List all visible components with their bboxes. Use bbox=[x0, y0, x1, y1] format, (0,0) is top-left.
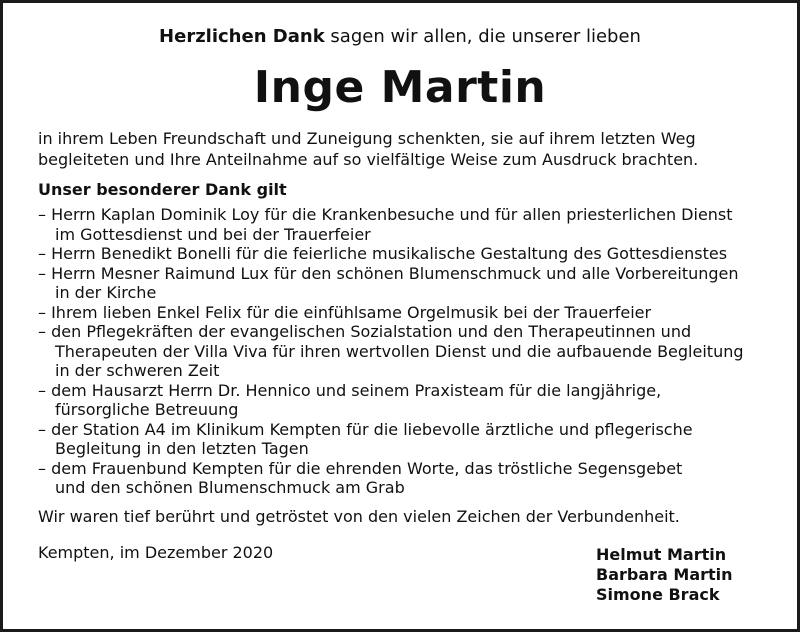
thanks-item-continuation: und den schönen Blumenschmuck am Grab bbox=[55, 478, 405, 497]
thanks-item: – dem Hausarzt Herrn Dr. Hennico und seinem Praxisteam für die langjährige, bbox=[38, 380, 662, 400]
signature-name: Simone Brack bbox=[596, 585, 720, 604]
thanks-item-continuation: in der Kirche bbox=[55, 283, 157, 302]
signatures bbox=[596, 545, 733, 605]
signature-name: Helmut Martin bbox=[596, 545, 727, 564]
header-line bbox=[0, 26, 800, 47]
header-bold-text: Herzlichen Dank bbox=[159, 26, 325, 47]
thanks-item: – der Station A4 im Klinikum Kempten für die liebevolle ärztliche und pflegerische bbox=[38, 419, 693, 439]
thanks-item: – Ihrem lieben Enkel Felix für die einfühlsame Orgelmusik bei der Trauerfeier bbox=[38, 302, 652, 322]
thanks-item-continuation: im Gottesdienst und bei der Trauerfeier bbox=[55, 224, 371, 244]
thanks-item-continuation: Begleitung in den letzten Tagen bbox=[55, 439, 309, 458]
thanks-list bbox=[38, 205, 788, 498]
closing-sentence: Wir waren tief berührt und getröstet von den vielen Zeichen der Verbundenheit. bbox=[38, 507, 680, 526]
deceased-name: Inge Martin bbox=[253, 62, 547, 113]
thanks-item-continuation: fürsorgliche Betreuung bbox=[55, 400, 239, 419]
thanks-item: – Herrn Benedikt Bonelli für die feierliche musikalische Gestaltung des Gottesdienstes bbox=[38, 244, 728, 263]
thanks-item: – Herrn Kaplan Dominik Loy für die Krankenbesuche und für allen priesterlichen Dienst bbox=[38, 205, 733, 224]
signature-name: Barbara Martin bbox=[596, 565, 733, 584]
thanks-item: – den Pflegekräften der evangelischen Sozialstation und den Therapeutinnen und bbox=[38, 322, 692, 341]
intro-line: begleiteten und Ihre Anteilnahme auf so vielfältige Weise zum Ausdruck brachten. bbox=[38, 150, 699, 169]
intro-paragraph bbox=[38, 128, 778, 170]
thanks-item: – dem Frauenbund Kempten für die ehrenden Worte, das tröstliche Segensgebet bbox=[38, 458, 683, 478]
thanks-item-continuation: Therapeuten der Villa Viva für ihren wertvollen Dienst und die aufbauende Begleitung bbox=[55, 341, 744, 361]
thanks-heading: Unser besonderer Dank gilt bbox=[38, 180, 287, 199]
thanks-item: – Herrn Mesner Raimund Lux für den schönen Blumenschmuck und alle Vorbereitungen bbox=[38, 263, 739, 283]
intro-line: in ihrem Leben Freundschaft und Zuneigung schenkten, sie auf ihrem letzten Weg bbox=[38, 129, 696, 148]
header-rest-text: sagen wir allen, die unserer lieben bbox=[330, 26, 641, 47]
thanks-item-continuation: in der schweren Zeit bbox=[55, 361, 220, 380]
place-date: Kempten, im Dezember 2020 bbox=[38, 543, 274, 562]
